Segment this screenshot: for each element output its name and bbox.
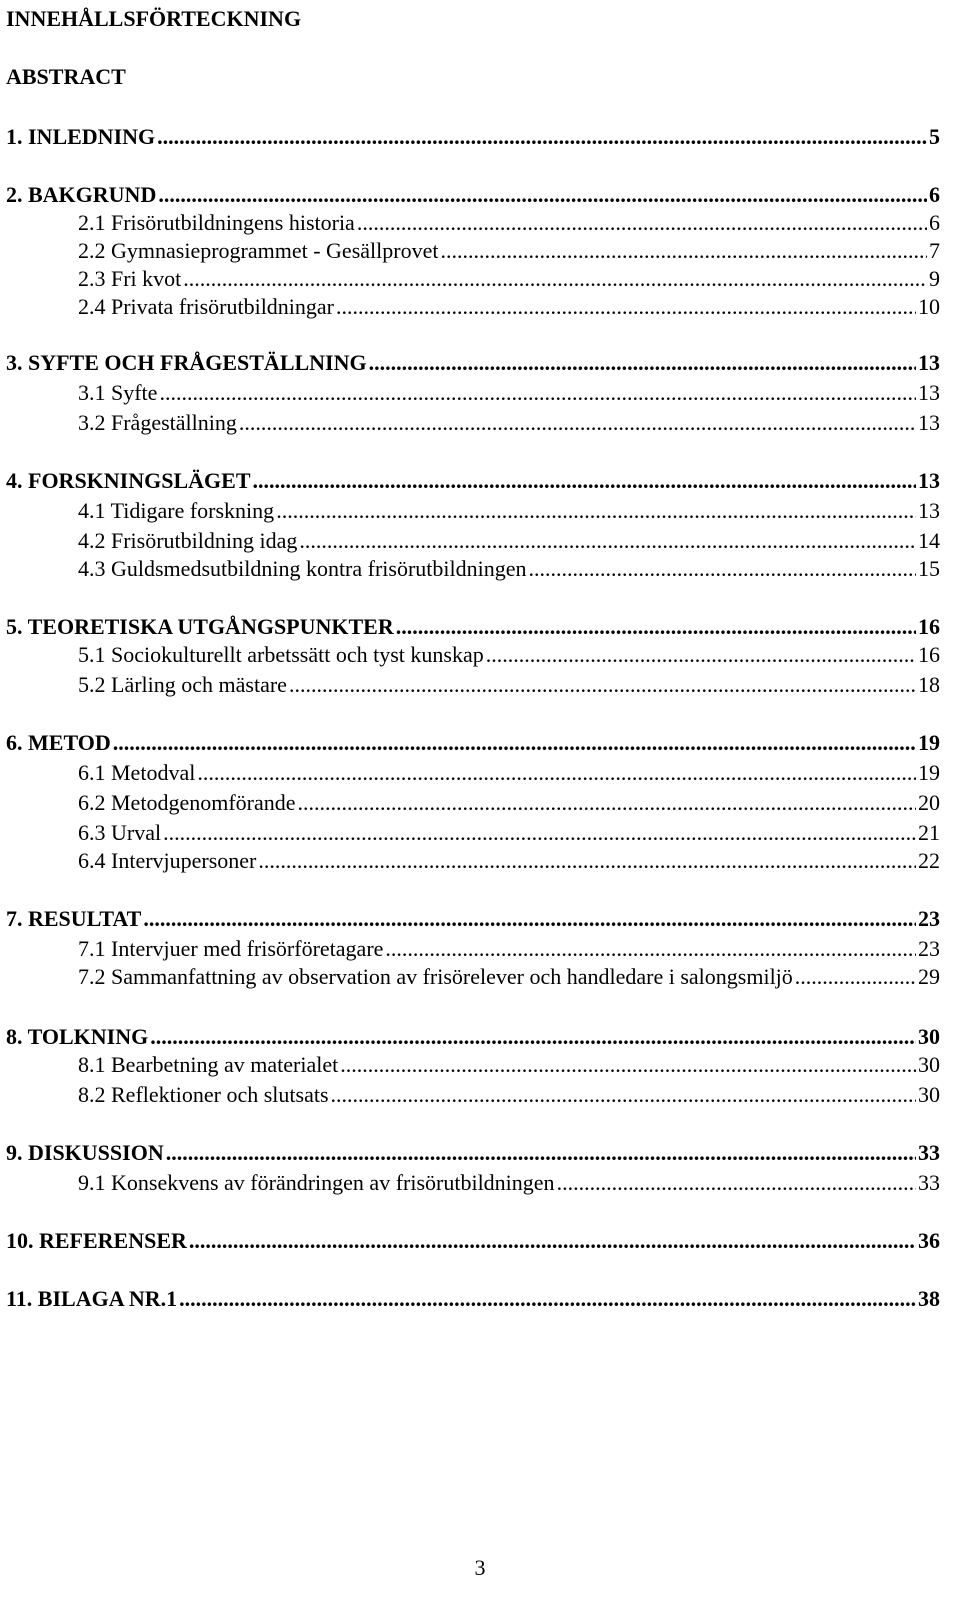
toc-entry-page: 13 xyxy=(918,498,940,523)
toc-entry-label: 4.2 Frisörutbildning idag xyxy=(78,528,298,553)
toc-entry-page: 6 xyxy=(929,210,940,235)
toc-entry-label: 4.1 Tidigare forskning xyxy=(78,498,275,523)
toc-entry-page: 13 xyxy=(918,380,940,405)
toc-entry-page: 33 xyxy=(918,1140,940,1165)
toc-entry-page: 30 xyxy=(918,1082,940,1107)
toc-entry-page: 22 xyxy=(918,848,940,873)
toc-entry-6-4[interactable] xyxy=(6,846,940,876)
toc-entry-label: 5.1 Sociokulturellt arbetssätt och tyst kunskap xyxy=(78,642,484,667)
toc-entry-page: 9 xyxy=(929,266,940,291)
toc-entry-2-1[interactable] xyxy=(6,208,940,238)
toc-entry-page: 6 xyxy=(929,182,940,207)
toc-entry-8[interactable] xyxy=(6,1022,940,1052)
toc-entry-page: 30 xyxy=(918,1024,940,1049)
toc-entry-11[interactable] xyxy=(6,1284,940,1314)
dot-leader xyxy=(486,640,916,670)
toc-entry-3-2[interactable] xyxy=(6,408,940,438)
toc-entry-page: 30 xyxy=(918,1052,940,1077)
dot-leader xyxy=(150,1022,916,1052)
dot-leader xyxy=(189,1226,916,1256)
toc-entry-label: 2. BAKGRUND xyxy=(6,182,157,207)
toc-entry-label: 7. RESULTAT xyxy=(6,906,142,931)
dot-leader xyxy=(113,728,916,758)
toc-entry-9-1[interactable] xyxy=(6,1168,940,1198)
dot-leader xyxy=(197,758,916,788)
toc-entry-1[interactable] xyxy=(6,122,940,152)
toc-entry-page: 29 xyxy=(918,964,940,989)
dot-leader xyxy=(557,1168,916,1198)
dot-leader xyxy=(440,236,927,266)
toc-entry-label: 10. REFERENSER xyxy=(6,1228,187,1253)
dot-leader xyxy=(276,496,916,526)
toc-entry-label: 3.1 Syfte xyxy=(78,380,158,405)
dot-leader xyxy=(298,788,917,818)
toc-entry-page: 38 xyxy=(918,1286,940,1311)
toc-entry-4-2[interactable] xyxy=(6,526,940,556)
toc-entry-page: 19 xyxy=(918,730,940,755)
toc-entry-3-1[interactable] xyxy=(6,378,940,408)
toc-entry-label: 9.1 Konsekvens av förändringen av frisörutbildningen xyxy=(78,1170,555,1195)
toc-entry-label: 8.1 Bearbetning av materialet xyxy=(78,1052,339,1077)
dot-leader xyxy=(239,408,916,438)
dot-leader xyxy=(166,1138,916,1168)
toc-entry-5[interactable] xyxy=(6,612,940,642)
toc-entry-6[interactable] xyxy=(6,728,940,758)
toc-entry-6-3[interactable] xyxy=(6,818,940,848)
dot-leader xyxy=(385,934,916,964)
dot-leader xyxy=(258,846,916,876)
toc-entry-6-1[interactable] xyxy=(6,758,940,788)
dot-leader xyxy=(157,122,927,152)
toc-entry-2[interactable] xyxy=(6,180,940,210)
toc-entry-4-3[interactable] xyxy=(6,554,940,584)
dot-leader xyxy=(183,264,927,294)
dot-leader xyxy=(253,466,917,496)
toc-entry-10[interactable] xyxy=(6,1226,940,1256)
toc-entry-label: 2.1 Frisörutbildningens historia xyxy=(78,210,355,235)
dot-leader xyxy=(179,1284,916,1314)
dot-leader xyxy=(143,904,916,934)
toc-entry-page: 19 xyxy=(918,760,940,785)
dot-leader xyxy=(158,180,927,210)
toc-entry-page: 16 xyxy=(918,614,940,639)
dot-leader xyxy=(289,670,916,700)
toc-entry-3[interactable] xyxy=(6,348,940,378)
toc-entry-page: 16 xyxy=(918,642,940,667)
toc-entry-label: 6.4 Intervjupersoner xyxy=(78,848,257,873)
toc-entry-label: 6.2 Metodgenomförande xyxy=(78,790,296,815)
toc-entry-label: 5. TEORETISKA UTGÅNGSPUNKTER xyxy=(6,614,394,639)
toc-entry-label: 7.2 Sammanfattning av observation av frisörelever och handledare i salongsmiljö xyxy=(78,964,793,989)
toc-entry-page: 36 xyxy=(918,1228,940,1253)
toc-entry-7-1[interactable] xyxy=(6,934,940,964)
toc-entry-page: 18 xyxy=(918,672,940,697)
toc-entry-page: 20 xyxy=(918,790,940,815)
dot-leader xyxy=(369,348,916,378)
abstract-heading: ABSTRACT xyxy=(6,64,126,89)
toc-entry-label: 7.1 Intervjuer med frisörföretagare xyxy=(78,936,384,961)
toc-entry-page: 10 xyxy=(918,294,940,319)
toc-entry-2-2[interactable] xyxy=(6,236,940,266)
toc-entry-page: 14 xyxy=(918,528,940,553)
toc-entry-label: 4. FORSKNINGSLÄGET xyxy=(6,468,251,493)
toc-entry-4-1[interactable] xyxy=(6,496,940,526)
toc-entry-5-2[interactable] xyxy=(6,670,940,700)
toc-entry-page: 13 xyxy=(918,350,940,375)
dot-leader xyxy=(336,292,916,322)
toc-entry-7[interactable] xyxy=(6,904,940,934)
toc-entry-2-4[interactable] xyxy=(6,292,940,322)
toc-entry-8-1[interactable] xyxy=(6,1050,940,1080)
toc-entry-label: 2.4 Privata frisörutbildningar xyxy=(78,294,335,319)
dot-leader xyxy=(795,962,916,992)
toc-heading: INNEHÅLLSFÖRTECKNING xyxy=(6,6,302,31)
toc-entry-page: 33 xyxy=(918,1170,940,1195)
toc-entry-2-3[interactable] xyxy=(6,264,940,294)
toc-entry-page: 21 xyxy=(918,820,940,845)
toc-entry-page: 23 xyxy=(918,906,940,931)
toc-entry-page: 13 xyxy=(918,410,940,435)
toc-entry-6-2[interactable] xyxy=(6,788,940,818)
toc-entry-page: 15 xyxy=(918,556,940,581)
dot-leader xyxy=(396,612,916,642)
toc-entry-4[interactable] xyxy=(6,466,940,496)
dot-leader xyxy=(299,526,916,556)
toc-entry-label: 6. METOD xyxy=(6,730,111,755)
toc-entry-page: 5 xyxy=(929,124,940,149)
dot-leader xyxy=(340,1050,916,1080)
toc-entry-7-2[interactable] xyxy=(6,962,940,992)
toc-entry-label: 2.2 Gymnasieprogrammet - Gesällprovet xyxy=(78,238,439,263)
dot-leader xyxy=(357,208,927,238)
toc-entry-label: 2.3 Fri kvot xyxy=(78,266,182,291)
toc-entry-label: 6.3 Urval xyxy=(78,820,162,845)
toc-entry-label: 1. INLEDNING xyxy=(6,124,156,149)
toc-entry-page: 7 xyxy=(929,238,940,263)
dot-leader xyxy=(159,378,916,408)
toc-entry-label: 8. TOLKNING xyxy=(6,1024,149,1049)
toc-entry-label: 5.2 Lärling och mästare xyxy=(78,672,287,697)
dot-leader xyxy=(529,554,916,584)
toc-entry-5-1[interactable] xyxy=(6,640,940,670)
toc-entry-label: 4.3 Guldsmedsutbildning kontra frisörutbildningen xyxy=(78,556,527,581)
toc-entry-label: 8.2 Reflektioner och slutsats xyxy=(78,1082,329,1107)
toc-entry-label: 9. DISKUSSION xyxy=(6,1140,164,1165)
dot-leader xyxy=(331,1080,916,1110)
toc-entry-label: 11. BILAGA NR.1 xyxy=(6,1286,178,1311)
toc-entry-label: 3. SYFTE OCH FRÅGESTÄLLNING xyxy=(6,350,367,375)
toc-entry-label: 6.1 Metodval xyxy=(78,760,196,785)
toc-entry-8-2[interactable] xyxy=(6,1080,940,1110)
page-number: 3 xyxy=(474,1555,486,1580)
toc-entry-page: 23 xyxy=(918,936,940,961)
toc-entry-page: 13 xyxy=(918,468,940,493)
dot-leader xyxy=(163,818,916,848)
toc-entry-label: 3.2 Frågeställning xyxy=(78,410,237,435)
toc-entry-9[interactable] xyxy=(6,1138,940,1168)
